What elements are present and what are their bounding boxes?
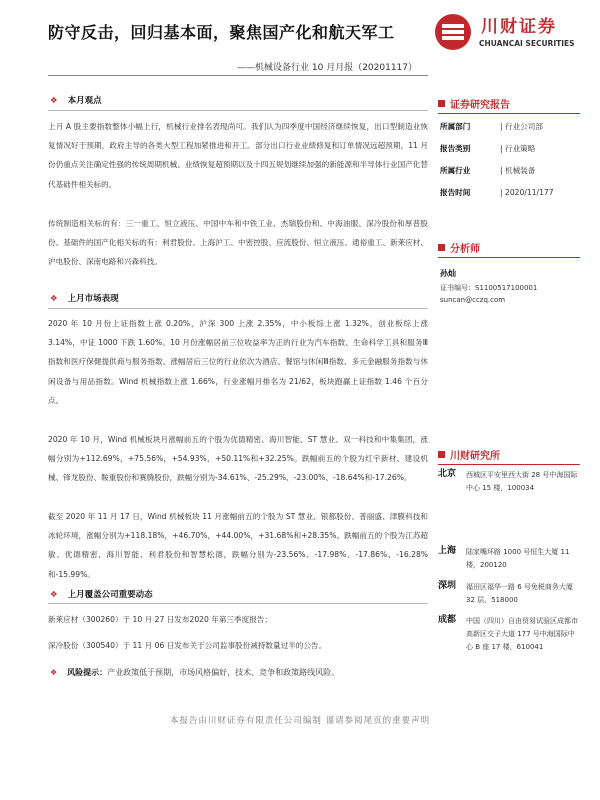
analyst-name: 孙灿 <box>440 269 456 278</box>
office-address-chengdu: 中国（四川）自由贸易试验区成都市高新区交子大道 177 号中海国际中心 B 座 17 楼，610041 <box>466 617 578 651</box>
diamond-bullet-icon: ❖ <box>50 590 58 600</box>
office-city-chengdu: 成都 <box>438 615 457 625</box>
section-divider <box>48 308 428 309</box>
analyst-cert: 证书编号：S1100517100001 <box>440 284 538 292</box>
sidebar-report-heading: 证券研究报告 <box>438 96 510 111</box>
sidebar-institute-heading: 川财研究所 <box>438 447 500 462</box>
section-divider <box>48 603 428 604</box>
diamond-bullet-icon: ❖ <box>50 668 58 677</box>
sidebar-analyst-heading: 分析师 <box>438 240 480 255</box>
sidebar-divider <box>438 113 580 114</box>
office-city-shanghai: 上海 <box>438 546 457 556</box>
info-row-date: 报告时间 | 2020/11/177 <box>440 188 554 197</box>
coverage-item-1: 新莱应材（300260）于 10 月 27 日发布2020 年第三季度报告； <box>48 615 272 624</box>
office-address-beijing: 西城区平安里西大街 28 号中海国际中心 15 楼，100034 <box>466 471 578 492</box>
header-divider <box>48 75 428 76</box>
section-heading-views: ❖ 本月观点 <box>50 96 102 106</box>
views-paragraph-2: 传统制造相关标的有：三一重工、恒立液压、中国中车和中铁工业、杰瑞股份和、中海油服、深冷股份和厚普股份。基础件的国产化相关标的有：利君股份、上海沪工、中密控股、应流股份、恒立液压、通裕重工、新莱应材、沪电股份、深南电路和兴森科技。 <box>48 219 428 267</box>
section-heading-market: ❖ 上月市场表现 <box>50 294 119 304</box>
footer-disclaimer: 本报告由川财证券有限责任公司编制 谨请参阅尾页的重要声明 <box>169 716 431 726</box>
report-title: 防守反击，回归基本面，聚焦国产化和航天军工 <box>48 23 395 42</box>
info-row-industry: 所属行业 | 机械装备 <box>440 166 536 175</box>
report-subtitle: ——机械设备行业 10 月月报（20201117） <box>237 63 417 73</box>
views-paragraph-1: 上月 A 股主要指数整体小幅上行，机械行业排名表现尚可。我们认为四季度中国经济继续恢复，出口型制造业恢复情况好于预期，政府主导的各类大型工程加紧推进和开工。部分出口行业业绩修复和订单情况远超预期，11 月份仍重点关注确定性强的传统周期机械、业绩恢复超预期以及十四五规划继续加强的新能源和半导体行业国产化替代基础件相关标的。 <box>48 122 428 189</box>
square-bullet-icon <box>438 451 445 458</box>
sidebar-divider <box>438 464 580 465</box>
analyst-email[interactable]: suncan@cczq.com <box>440 296 506 304</box>
square-bullet-icon <box>438 100 445 107</box>
market-paragraph-3: 截至 2020 年 11 月 17 日，Wind 机械板块 11 月涨幅前五的个股为 ST 慧业、银都股份、普丽盛、津膜科技和冰轮环境，涨幅分别为+118.18%，+46.70%，+44.00%，+31.68%和+28.35%。跌幅前五的个股为江苏超敏、优德精密、海川智能、利君股份和智慧松德，跌幅分别为-23.56%、-17.98%、-17.86%、-16.28% 和-15.99%。 <box>48 512 428 579</box>
section-heading-coverage: ❖ 上月覆盖公司重要动态 <box>50 590 153 600</box>
square-bullet-icon <box>438 244 445 251</box>
risk-warning: ❖ 风险提示：产业政策低于预期，市场风格偏好，技术、竞争和政策路线风险。 <box>50 668 340 677</box>
office-address-shanghai: 陆家嘴环路 1000 号恒生大厦 11 楼，200120 <box>466 548 570 569</box>
coverage-item-2: 深冷股份（300540）于 11 月 06 日发布关于公司监事股份减持数量过半的公告。 <box>48 641 327 650</box>
diamond-bullet-icon: ❖ <box>50 294 58 304</box>
info-row-category: 报告类别 | 行业策略 <box>440 144 536 153</box>
logo-english-name: CHUANCAI SECURITIES <box>479 39 575 48</box>
sidebar-divider <box>438 257 580 258</box>
logo-chinese-name: 川财证券 <box>481 17 557 37</box>
office-city-shenzhen: 深圳 <box>438 581 457 591</box>
market-paragraph-1: 2020 年 10 月份上证指数上涨 0.20%，沪深 300 上涨 2.35%，中小板综上涨 1.32%，创业板综上涨 3.14%，中证 1000 下跌 1.60%。10 月份涨幅居前三位收益率为正的行业为汽车指数、生命科学工具和服务Ⅲ指数和医疗保健提供商与服务指数。涨幅居后三位的行业依次为酒店、餐馆与休闲Ⅲ指数、多元金融服务指数与休闲设备与用品指数。Wind 机械指数上涨 1.66%，行业涨幅月排名为 21/62，板块跑赢上证指数 1.46 个百分点。 <box>48 319 428 405</box>
diamond-bullet-icon: ❖ <box>50 96 58 106</box>
company-logo <box>435 12 575 56</box>
office-city-beijing: 北京 <box>438 469 457 479</box>
section-divider <box>48 110 428 111</box>
office-address-shenzhen: 福田区福华一路 6 号免税商务大厦 32 层，518000 <box>466 583 573 604</box>
market-paragraph-2: 2020 年 10 月，Wind 机械板块月涨幅前五的个股为优德精密、海川智能、ST 慧业、双一科技和中集集团，涨幅分别为+112.69%，+75.56%，+54.93%，+50.11%和+32.25%。跌幅前五的个股为红宇新材、建设机械、锋龙股份、鞍重股份和赛腾股份，跌幅分别为-34.61%、-25.29%、-23.00%、-18.64%和-17.26%。 <box>48 435 428 483</box>
info-row-department: 所属部门 | 行业公司部 <box>440 122 543 131</box>
logo-emblem-icon <box>435 14 471 50</box>
